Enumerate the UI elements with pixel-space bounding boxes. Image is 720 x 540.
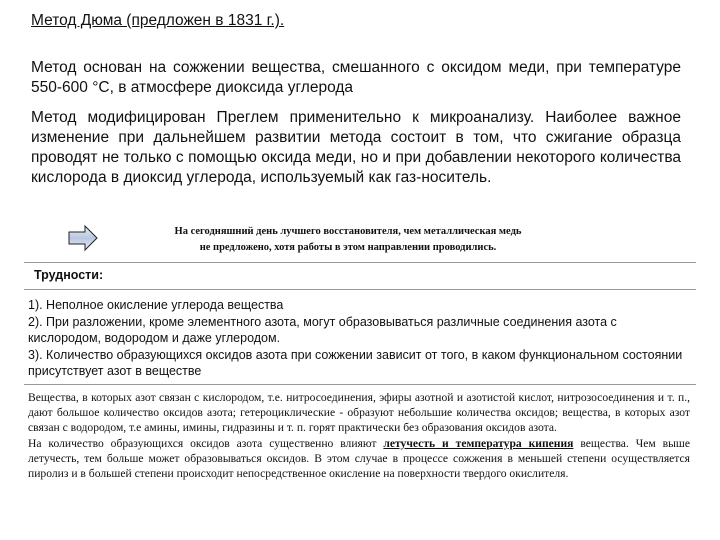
list-item: 2). При разложении, кроме элементного азота, могут образовываться различные соединения азота с кислородом, водородом и даже углеродом. — [28, 314, 617, 345]
page-title: Метод Дюма (предложен в 1831 г.). — [31, 12, 285, 29]
divider — [24, 384, 696, 385]
method-description: Метод основан на сожжении вещества, смешанного с оксидом меди, при температуре 550-600 °С, в атмосфере диоксида углерода — [31, 59, 681, 96]
right-arrow-icon — [68, 224, 98, 252]
pregl-modification: Метод модифицирован Преглем применительно к микроанализу. Наиболее важное изменение при дальнейшем развитии метода состоит в том, что сжигание образца проводят не только с помощью оксида меди, но и при добавлении некоторого количества кислорода в диоксид углерода, используемый как газ-носитель. — [31, 109, 681, 186]
details-p2-end: вещества. Чем выше летучесть, тем больше может образовываться оксидов. В этом случае в процессе сожжения в меньшей степени осуществляется пиролиз и в большей степени происходит непосредственное окисление на поверхности твердого окислителя. — [28, 436, 691, 481]
list-item: 1). Неполное окисление углерода вещества — [28, 298, 284, 312]
difficulties-heading: Трудности: — [34, 268, 104, 282]
details-p2-start: На количество образующихся оксидов азота существенно влияют — [28, 436, 384, 450]
details-p2-emphasis: летучесть и температура кипения — [383, 436, 574, 450]
list-item: 3). Количество образующихся оксидов азота при сожжении зависит от того, в каком функциональном состоянии присутствует азот в веществе — [28, 347, 683, 378]
copper-note — [98, 224, 598, 256]
details-paragraph-1: Вещества, в которых азот связан с кислородом, т.е. нитросоединения, эфиры азотной и азотистой кислот, нитрозосоединения и т. п., дают большое количество оксидов азота; гетероциклические - образуют небольшие количества оксидов; вещества, в которых азот связан с водородом, т.е амины, имины, гидразины и т. п. горят практически без образования оксидов азота. — [28, 391, 690, 435]
difficulties-list — [28, 297, 690, 380]
note-line-1: На сегодняшний день лучшего восстановителя, чем металлическая медь — [174, 226, 522, 237]
divider — [24, 262, 696, 263]
divider — [24, 289, 696, 290]
details-text — [28, 390, 690, 481]
note-line-2: не предложено, хотя работы в этом направлении проводились. — [199, 242, 497, 253]
details-paragraph-2 — [28, 436, 690, 482]
